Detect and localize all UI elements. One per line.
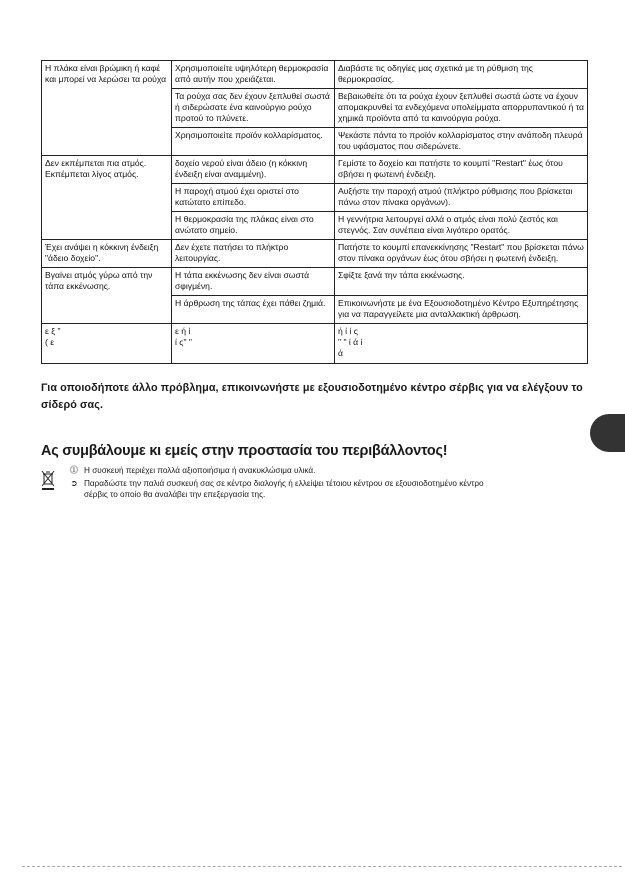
problem-cell: Δεν εκπέμπεται πια ατμός. Εκπέμπεται λίγος ατμός. <box>42 156 172 240</box>
env-item-text: Η συσκευή περιέχει πολλά αξιοποιήσιμα ή ανακυκλώσιμα υλικά. <box>84 466 316 475</box>
problem-cell: Έχει ανάψει η κόκκινη ένδειξη "άδειο δοχείο". <box>42 240 172 268</box>
cause-cell: Δεν έχετε πατήσει το πλήκτρο λειτουργίας. <box>172 240 335 268</box>
recycle-icon: ⓵ <box>69 465 79 475</box>
table-row <box>42 268 588 296</box>
problem-cell: ε ξ " ( ε <box>42 324 172 364</box>
solution-cell: ή ί ί ς " " ί ά ί ά <box>335 324 588 364</box>
cause-cell: Τα ρούχα σας δεν έχουν ξεπλυθεί σωστά ή σιδερώσατε ένα καινούργιο ρούχο προτού το πλύνετε. <box>172 89 335 128</box>
solution-cell: Γεμίστε το δοχείο και πατήστε το κουμπί "Restart" έως ότου σβήσει η φωτεινή ένδειξη. <box>335 156 588 184</box>
solution-cell: Ψεκάστε πάντα το προϊόν κολλαρίσματος στην ανάποδη πλευρά του υφάσματος που σιδερώνετε. <box>335 128 588 156</box>
cause-cell: δοχείο νερού είναι άδειο (η κόκκινη ένδειξη είναι αναμμένη). <box>172 156 335 184</box>
solution-cell: Σφίξτε ξανά την τάπα εκκένωσης. <box>335 268 588 296</box>
arrow-bullet-icon: ➲ <box>70 478 78 488</box>
environment-heading: Ας συμβάλουμε κι εμείς στην προστασία του περιβάλλοντος! <box>41 443 448 459</box>
env-item-continuation: σέρβις το οποίο θα αναλάβει την επεξεργασία της. <box>84 490 266 499</box>
troubleshooting-table-wrapper <box>41 60 587 364</box>
env-item <box>64 465 315 476</box>
env-item-text: Παραδώστε την παλιά συσκευή σας σε κέντρο διαλογής ή ελλείψει τέτοιου κέντρου σε εξουσιοδοτημένο κέντρο <box>84 479 484 488</box>
table-row <box>42 240 588 268</box>
solution-cell: Η γεννήτρια λειτουργεί αλλά ο ατμός είναι πολύ ζεστός και στεγνός. Σαν συνέπεια είναι λιγότερο ορατός. <box>335 212 588 240</box>
table-row <box>42 61 588 89</box>
solution-cell: Επικοινωνήστε με ένα Εξουσιοδοτημένο Κέντρο Εξυπηρέτησης για να παραγγείλετε μια ανταλλακτική άρθρωση. <box>335 296 588 324</box>
language-tab-marker <box>590 414 625 452</box>
solution-cell: Πατήστε το κουμπί επανεκκίνησης "Restart" που βρίσκεται πάνω στον πίνακα οργάνων έως ότου σβήσει η φωτεινή ένδειξη. <box>335 240 588 268</box>
cause-cell: Χρησιμοποιείτε υψηλότερη θερμοκρασία από αυτήν που χρειάζεται. <box>172 61 335 89</box>
problem-cell: Βγαίνει ατμός γύρω από την τάπα εκκένωσης. <box>42 268 172 324</box>
env-item <box>64 478 484 489</box>
cause-cell: ε ή ί ί ς" " <box>172 324 335 364</box>
troubleshooting-table <box>41 60 588 364</box>
page-bottom-rule <box>22 866 622 867</box>
cause-cell: Η παροχή ατμού έχει οριστεί στο κατώτατο επίπεδο. <box>172 184 335 212</box>
problem-cell: Η πλάκα είναι βρώμικη ή καφέ και μπορεί να λερώσει τα ρούχα <box>42 61 172 156</box>
cause-cell: Η άρθρωση της τάπας έχει πάθει ζημιά. <box>172 296 335 324</box>
solution-cell: Αυξήστε την παροχή ατμού (πλήκτρο ρύθμισης που βρίσκεται πάνω στον πίνακα οργάνων). <box>335 184 588 212</box>
cause-cell: Χρησιμοποιείτε προϊόν κολλαρίσματος. <box>172 128 335 156</box>
solution-cell: Βεβαιωθείτε ότι τα ρούχα έχουν ξεπλυθεί σωστά ώστε να έχουν απομακρυνθεί τα ενδεχόμενα υπολείμματα απορρυπαντικού ή τα χημικά προϊόντα από τα καινούργια ρούχα. <box>335 89 588 128</box>
crossed-bin-icon <box>41 469 55 491</box>
table-row <box>42 156 588 184</box>
table-row <box>42 324 588 364</box>
service-notice: Για οποιοδήποτε άλλο πρόβλημα, επικοινωνήστε με εξουσιοδοτημένο κέντρο σέρβις για να ελέγξουν το σίδερό σας. <box>41 382 583 411</box>
solution-cell: Διαβάστε τις οδηγίες μας σχετικά με τη ρύθμιση της θερμοκρασίας. <box>335 61 588 89</box>
cause-cell: Η θερμοκρασία της πλάκας είναι στο ανώτατο σημείο. <box>172 212 335 240</box>
cause-cell: Η τάπα εκκένωσης δεν είναι σωστά σφιγμένη. <box>172 268 335 296</box>
